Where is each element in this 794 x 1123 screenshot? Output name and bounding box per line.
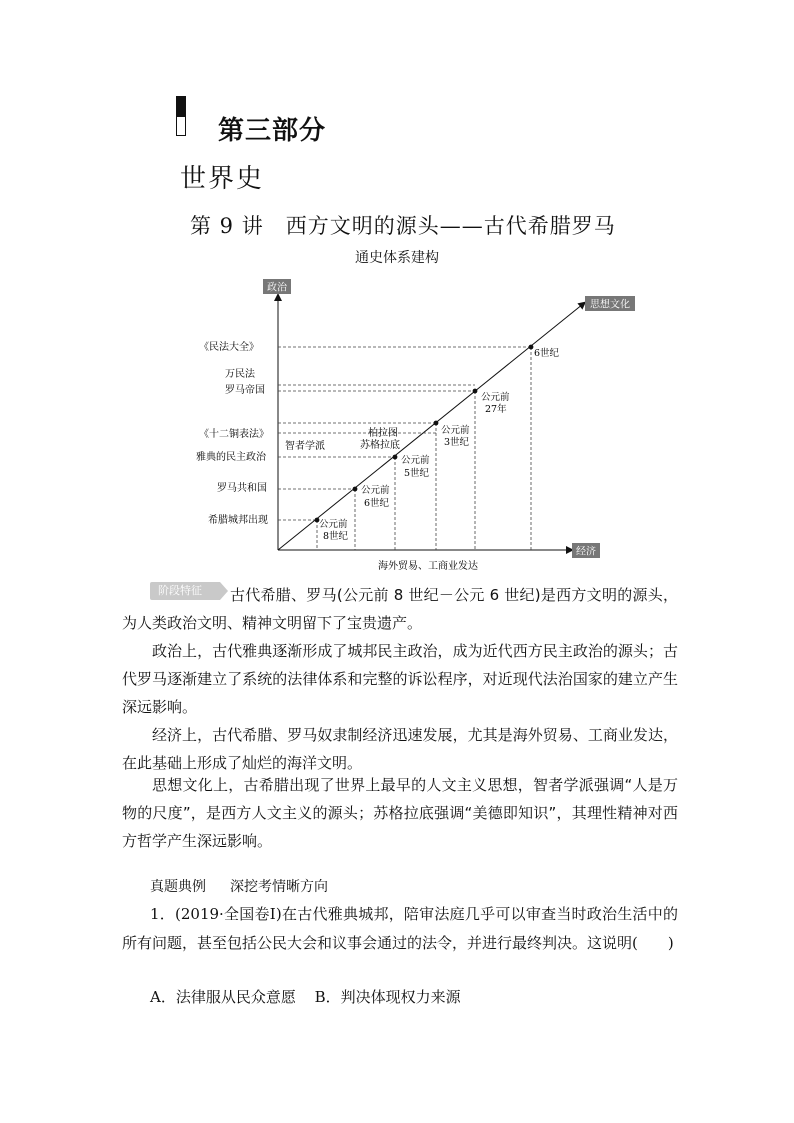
timeline-point-4	[434, 421, 439, 426]
question-1-options	[150, 986, 475, 1007]
section-label: 真题典例	[150, 879, 206, 895]
point-label-6: 6世纪	[534, 348, 560, 359]
paragraph-intro: 古代希腊、罗马(公元前 8 世纪－公元 6 世纪)是西方文明的源头，为人类政治文明、精神文明留下了宝贵遗产。	[122, 586, 678, 632]
section-header	[150, 876, 352, 896]
point-label-2a: 公元前	[361, 485, 390, 496]
label-greek-city-states: 希腊城邦出现	[208, 515, 268, 526]
option-b[interactable]: B．判决体现权力来源	[314, 988, 461, 1006]
paragraph-culture: 思想文化上，古希腊出现了世界上最早的人文主义思想，智者学派强调“人是万物的尺度”，是西方人文主义的源头；苏格拉底强调“美德即知识”，其理性精神对西方哲学产生深远影响。	[122, 776, 678, 850]
label-jus-gentium: 万民法	[225, 369, 255, 380]
y-axis-label: 政治	[267, 282, 287, 294]
part-subtitle: 世界史	[180, 164, 265, 194]
diagram-caption: 通史体系建构	[355, 250, 439, 266]
question-1-text: 1．(2019·全国卷Ⅰ)在古代雅典城邦，陪审法庭几乎可以审查当时政治生活中的所有问题，甚至包括公民大会和议事会通过的法令，并进行最终判决。这说明( )	[122, 905, 678, 952]
point-label-3a: 公元前	[401, 455, 430, 466]
timeline-point-6	[529, 345, 534, 350]
x-axis-label: 经济	[576, 546, 596, 558]
diagonal-label: 思想文化	[590, 299, 630, 311]
option-a[interactable]: A．法律服从民众意愿	[150, 988, 296, 1006]
label-athenian-democracy: 雅典的民主政治	[196, 452, 266, 463]
part-marker-icon	[176, 96, 186, 136]
label-roman-republic: 罗马共和国	[217, 483, 267, 494]
label-sophists: 智者学派	[285, 441, 325, 452]
point-label-5b: 27年	[485, 404, 507, 415]
label-plato: 柏拉图	[368, 428, 398, 439]
point-label-1a: 公元前	[319, 519, 348, 530]
lesson-title: 第 9 讲 西方文明的源头——古代希腊罗马	[190, 214, 616, 238]
point-label-2b: 6世纪	[364, 498, 390, 509]
point-label-4a: 公元前	[441, 425, 470, 436]
diagonal-axis	[278, 304, 583, 550]
point-label-5a: 公元前	[481, 392, 510, 403]
timeline-point-5	[473, 389, 478, 394]
point-label-1b: 8世纪	[323, 531, 349, 542]
point-label-4b: 3世纪	[444, 437, 470, 448]
x-axis-caption: 海外贸易、工商业发达	[378, 561, 478, 572]
label-twelve-tables: 《十二铜表法》	[199, 429, 269, 440]
point-label-3b: 5世纪	[404, 468, 430, 479]
timeline-point-3	[393, 455, 398, 460]
paragraph-politics: 政治上，古代雅典逐渐形成了城邦民主政治，成为近代西方民主政治的源头；古代罗马逐渐建立了系统的法律体系和完整的诉讼程序，对近现代法治国家的建立产生深远影响。	[122, 642, 678, 716]
label-socrates: 苏格拉底	[360, 440, 400, 451]
label-corpus-juris: 《民法大全》	[199, 342, 259, 353]
stage-feature-badge: 阶段特征	[150, 582, 220, 600]
timeline-point-2	[353, 487, 358, 492]
section-subtitle: 深挖考情晰方向	[230, 879, 328, 895]
paragraph-economy: 经济上，古代希腊、罗马奴隶制经济迅速发展，尤其是海外贸易、工商业发达，在此基础上形成了灿烂的海洋文明。	[122, 726, 678, 772]
part-title: 第三部分	[218, 116, 327, 146]
history-framework-diagram	[195, 277, 640, 575]
label-roman-empire: 罗马帝国	[225, 385, 265, 396]
